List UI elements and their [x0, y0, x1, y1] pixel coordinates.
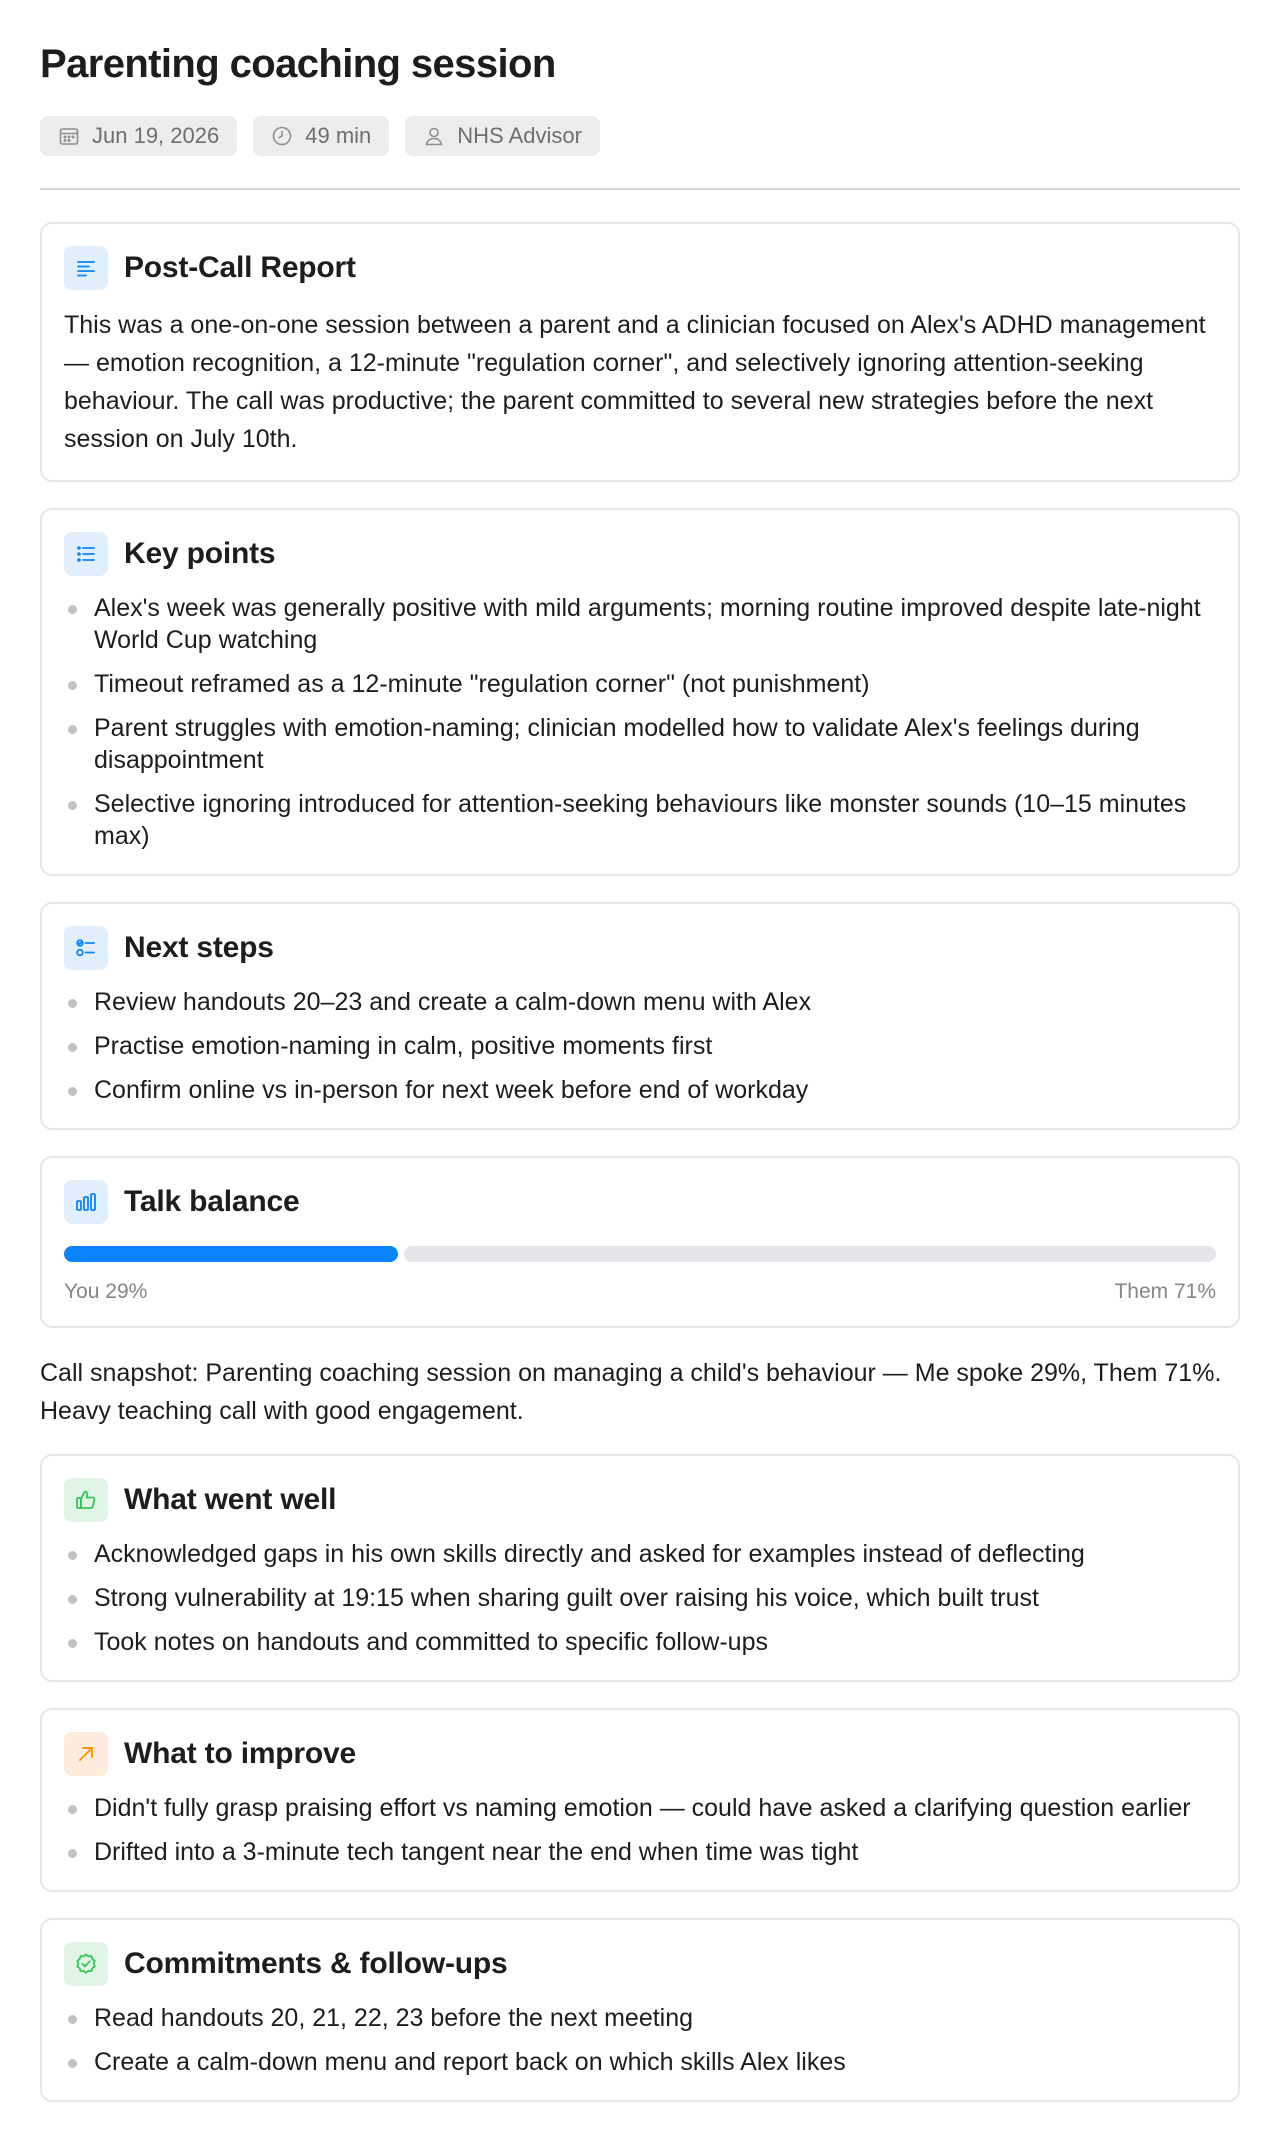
- went-well-list: [64, 1538, 1216, 1658]
- card-header: [64, 1180, 1216, 1224]
- list-item: Timeout reframed as a 12-minute "regulation corner" (not punishment): [64, 668, 1216, 700]
- check-badge-icon: [64, 1942, 108, 1986]
- card-header: [64, 1478, 1216, 1522]
- list-item: Drifted into a 3-minute tech tangent near the end when time was tight: [64, 1836, 1216, 1868]
- meta-row: [40, 116, 1240, 156]
- card-header: [64, 926, 1216, 970]
- them-share-bar: [404, 1246, 1216, 1262]
- list-item: Practise emotion-naming in calm, positive moments first: [64, 1030, 1216, 1062]
- duration-text: 49 min: [305, 123, 372, 148]
- card-header: [64, 246, 1216, 290]
- list-item: Read handouts 20, 21, 22, 23 before the next meeting: [64, 2002, 1216, 2034]
- clock-icon: [271, 125, 293, 147]
- list-icon: [64, 532, 108, 576]
- card-header: [64, 532, 1216, 576]
- card-title: Next steps: [124, 931, 274, 964]
- checklist-icon: [64, 926, 108, 970]
- list-item: Didn't fully grasp praising effort vs naming emotion — could have asked a clarifying question earlier: [64, 1792, 1216, 1824]
- list-item: Parent struggles with emotion-naming; clinician modelled how to validate Alex's feelings during disappointment: [64, 712, 1216, 776]
- thumbs-up-icon: [64, 1478, 108, 1522]
- card-header: [64, 1732, 1216, 1776]
- card-title: What to improve: [124, 1737, 357, 1770]
- card-title: Commitments & follow-ups: [124, 1947, 508, 1980]
- advisor-pill: [405, 116, 600, 156]
- card-title: Talk balance: [124, 1185, 300, 1218]
- list-item: Strong vulnerability at 19:15 when sharing guilt over raising his voice, which built trust: [64, 1582, 1216, 1614]
- next-steps-list: [64, 986, 1216, 1106]
- bar-chart-icon: [64, 1180, 108, 1224]
- improve-list: [64, 1792, 1216, 1868]
- talk-balance-bar: [64, 1246, 1216, 1262]
- you-share-bar: [64, 1246, 398, 1262]
- advisor-text: NHS Advisor: [457, 123, 582, 148]
- commitments-list: [64, 2002, 1216, 2078]
- card-title: Key points: [124, 537, 276, 570]
- key-points-list: [64, 592, 1216, 852]
- calendar-icon: [58, 125, 80, 147]
- list-item: Selective ignoring introduced for attention-seeking behaviours like monster sounds (10–15 minutes max): [64, 788, 1216, 852]
- page-title: Parenting coaching session: [40, 42, 556, 86]
- list-item: Confirm online vs in-person for next week before end of workday: [64, 1074, 1216, 1106]
- arrow-up-right-icon: [64, 1732, 108, 1776]
- list-item: Acknowledged gaps in his own skills directly and asked for examples instead of deflecting: [64, 1538, 1216, 1570]
- card-title: Post-Call Report: [124, 251, 356, 284]
- you-percent-label: You 29%: [64, 1280, 148, 1303]
- them-percent-label: Them 71%: [1114, 1280, 1216, 1303]
- report-body: This was a one-on-one session between a parent and a clinician focused on Alex's ADHD management — emotion recognition, a 12-minute "regulation corner", and selectively ignoring attention-seeking behaviour. The call was productive; the parent committed to several new strategies before the next session on July 10th.: [64, 311, 1206, 453]
- call-snapshot: Call snapshot: Parenting coaching session on managing a child's behaviour — Me spoke 29%, Them 71%. Heavy teaching call with good engagement.: [40, 1359, 1222, 1425]
- header-divider: [40, 188, 1240, 190]
- person-icon: [423, 125, 445, 147]
- commitments-card: [40, 1918, 1240, 2102]
- list-item: Took notes on handouts and committed to specific follow-ups: [64, 1626, 1216, 1658]
- date-text: Jun 19, 2026: [92, 123, 220, 148]
- duration-pill: [253, 116, 389, 156]
- went-well-card: [40, 1454, 1240, 1682]
- talk-balance-labels: [64, 1280, 1216, 1304]
- key-points-card: [40, 508, 1240, 876]
- talk-balance-card: [40, 1156, 1240, 1328]
- text-lines-icon: [64, 246, 108, 290]
- card-title: What went well: [124, 1483, 337, 1516]
- date-pill: [40, 116, 237, 156]
- next-steps-card: [40, 902, 1240, 1130]
- list-item: Review handouts 20–23 and create a calm-down menu with Alex: [64, 986, 1216, 1018]
- list-item: Alex's week was generally positive with mild arguments; morning routine improved despite late-night World Cup watching: [64, 592, 1216, 656]
- post-call-report-card: [40, 222, 1240, 482]
- card-header: [64, 1942, 1216, 1986]
- improve-card: [40, 1708, 1240, 1892]
- list-item: Create a calm-down menu and report back on which skills Alex likes: [64, 2046, 1216, 2078]
